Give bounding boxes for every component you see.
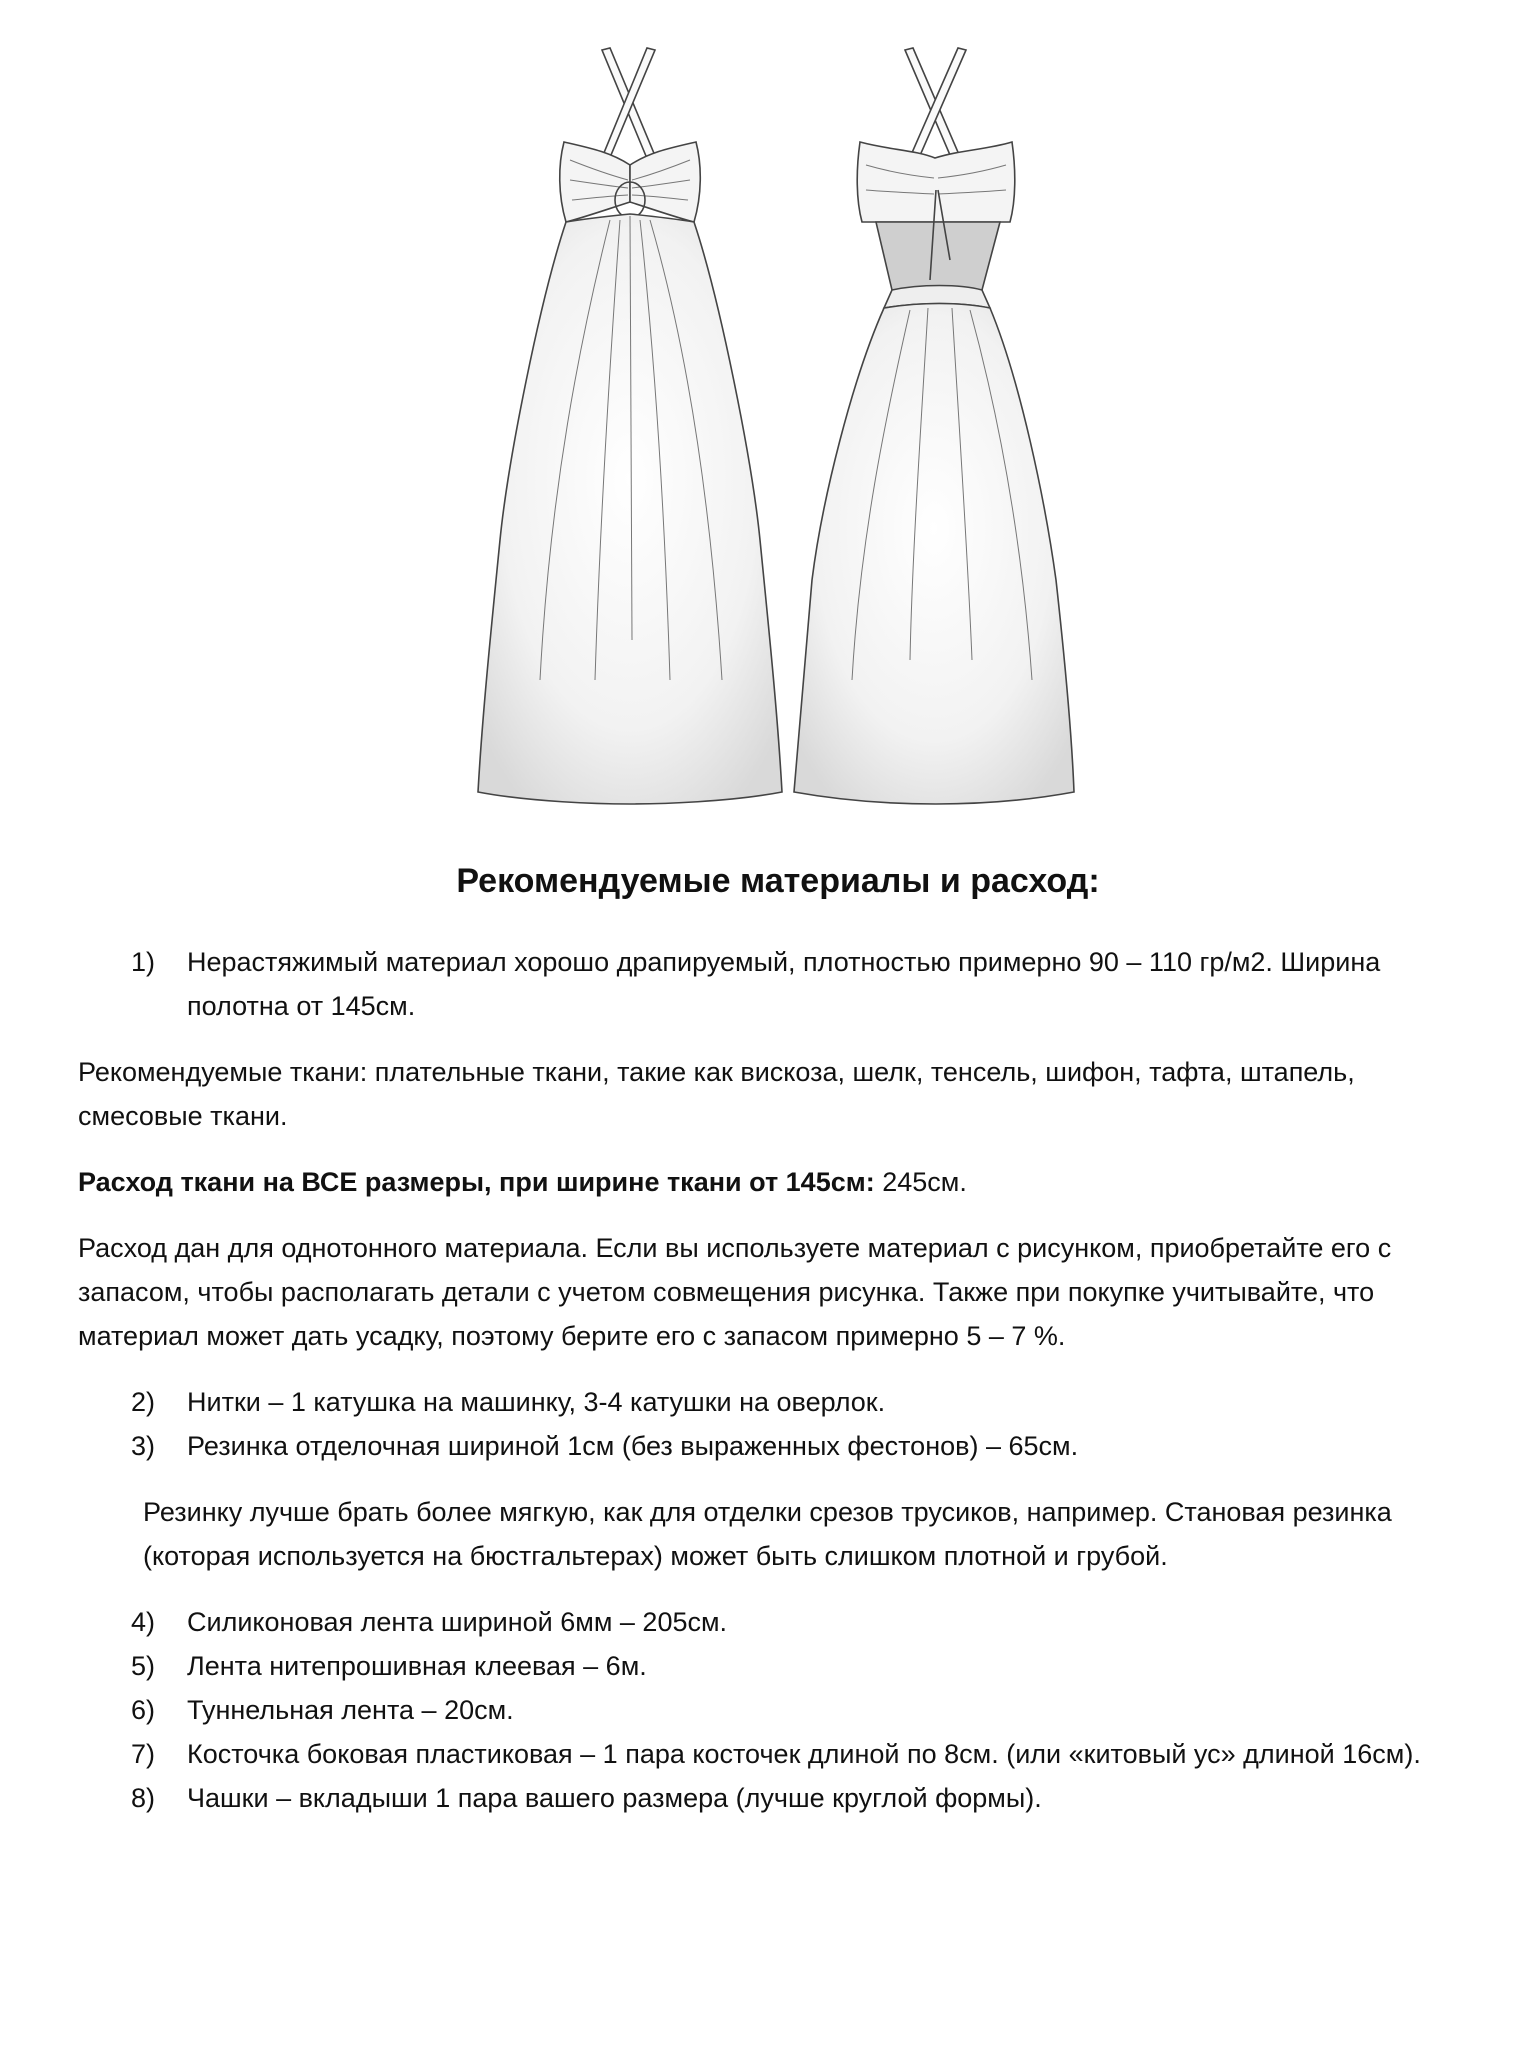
list-item (78, 940, 1478, 1028)
list-item-text: Силиконовая лента шириной 6мм – 205см. (187, 1607, 728, 1637)
list-item-text: Лента нитепрошивная клеевая – 6м. (187, 1651, 647, 1681)
list-item-number: 4) (131, 1607, 156, 1637)
elastic-note: Резинку лучше брать более мягкую, как для отделки срезов трусиков, например. Становая резинка (которая используется на бюстгальтерах) может быть слишком плотной и грубой. (143, 1497, 1392, 1571)
list-item (78, 1776, 1478, 1820)
recommended-fabrics: Рекомендуемые ткани: плательные ткани, такие как вискоза, шелк, тенсель, шифон, тафта, штапель, смесовые ткани. (78, 1057, 1355, 1131)
list-item-text: Чашки – вкладыши 1 пара вашего размера (лучше круглой формы). (187, 1783, 1042, 1813)
list-item-number: 3) (131, 1431, 156, 1461)
fabric-consumption (78, 1160, 1478, 1204)
list-item-number: 8) (131, 1783, 156, 1813)
list-item-text: Нитки – 1 катушка на машинку, 3-4 катушки на оверлок. (187, 1387, 886, 1417)
list-item (78, 1644, 1478, 1688)
dress-sketch-svg (460, 40, 1120, 810)
fabric-consumption-label: Расход ткани на ВСЕ размеры, при ширине ткани от 145см: (78, 1167, 875, 1197)
list-item-number: 2) (131, 1387, 156, 1417)
list-item (78, 1732, 1478, 1776)
materials-section (78, 860, 1478, 1820)
section-title: Рекомендуемые материалы и расход: (456, 862, 1100, 900)
dress-back-view (794, 48, 1074, 804)
dress-front-view (478, 48, 782, 804)
list-item (78, 1600, 1478, 1644)
list-item (78, 1424, 1478, 1468)
list-item-number: 7) (131, 1739, 156, 1769)
list-item-number: 6) (131, 1695, 156, 1725)
consumption-note: Расход дан для однотонного материала. Если вы используете материал с рисунком, приобретайте его с запасом, чтобы располагать детали с учетом совмещения рисунка. Также при покупке учитывайте, что материал может дать усадку, поэтому берите его с запасом примерно 5 – 7 %. (78, 1233, 1392, 1351)
materials-list-part-1 (78, 940, 1478, 1028)
list-item-text: Туннельная лента – 20см. (187, 1695, 514, 1725)
list-item-text: Резинка отделочная шириной 1см (без выраженных фестонов) – 65см. (187, 1431, 1079, 1461)
materials-list-part-3 (78, 1600, 1478, 1820)
fabric-consumption-value: 245см. (874, 1167, 967, 1197)
list-item-number: 1) (131, 947, 156, 977)
list-item-text: Косточка боковая пластиковая – 1 пара косточек длиной по 8см. (или «китовый ус» длиной 16см). (187, 1739, 1421, 1769)
list-item (78, 1688, 1478, 1732)
dress-technical-drawing (460, 40, 1120, 810)
materials-list-part-2 (78, 1380, 1478, 1468)
list-item (78, 1380, 1478, 1424)
list-item-text: Нерастяжимый материал хорошо драпируемый, плотностью примерно 90 – 110 гр/м2. Ширина полотна от 145см. (187, 947, 1381, 1021)
list-item-number: 5) (131, 1651, 156, 1681)
